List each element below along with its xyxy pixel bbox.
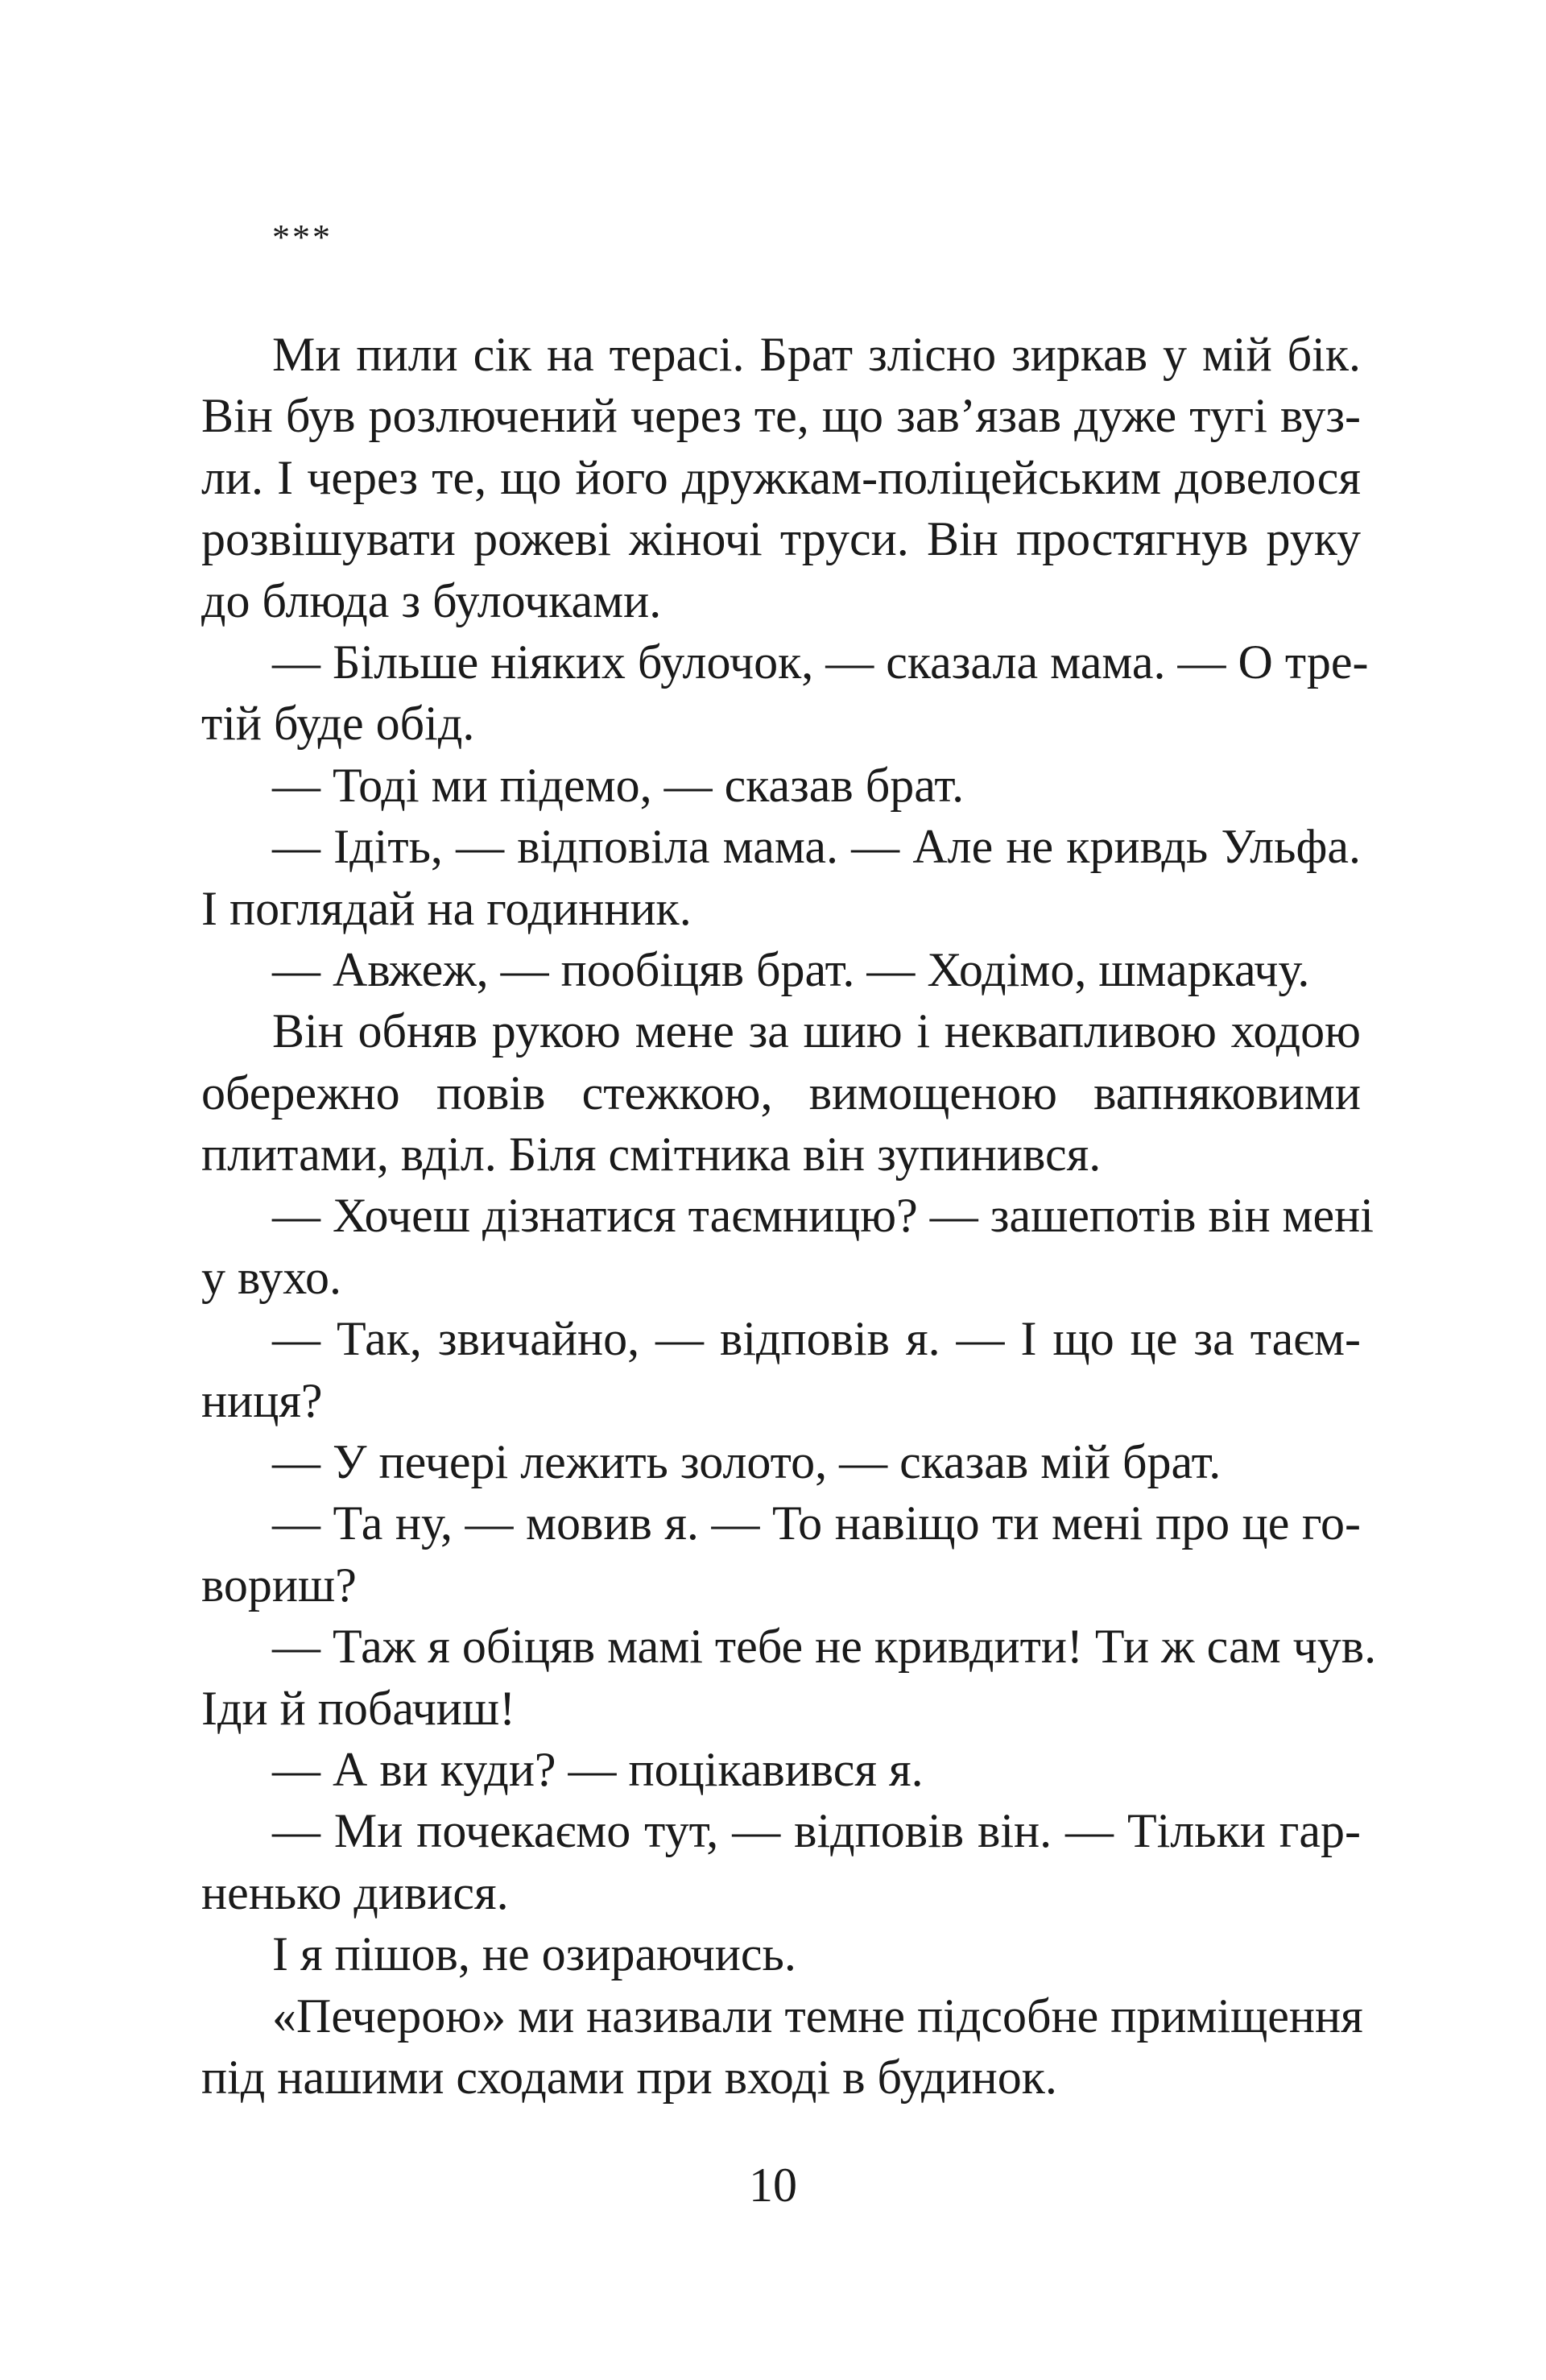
text-line: І я пішов, не озираючись. (272, 1927, 796, 1981)
text-line: — Більше ніяких булочок, — сказала мама. — О тре- (272, 635, 1369, 689)
text-line: до блюда з булочками. (201, 573, 662, 627)
text-line: під нашими сходами при вході в будинок. (201, 2050, 1057, 2104)
text-line: І поглядай на годинник. (201, 881, 692, 935)
text-line: плитами, вділ. Біля смітника він зупинився. (201, 1128, 1102, 1182)
text-line: — Тоді ми підемо, — сказав брат. (272, 758, 965, 812)
text-line: у вухо. (201, 1250, 341, 1304)
text-line: Іди й побачиш! (201, 1681, 516, 1735)
text-line: обережно повів стежкою, вимощеною вапняковими (201, 1066, 1361, 1120)
text-line: Він обняв рукою мене за шию і неквапливою ходою (272, 1004, 1361, 1058)
text-line: — Та ну, — мовив я. — То навіщо ти мені про це го- (272, 1496, 1361, 1550)
body-text (201, 324, 1377, 2108)
text-line: — Так, звичайно, — відповів я. — І що це за таєм- (272, 1312, 1361, 1366)
text-line: ненько дивися. (201, 1865, 509, 1919)
text-line: — А ви куди? — поцікавився я. (272, 1742, 924, 1796)
page-number: 10 (749, 2159, 797, 2212)
text-line: ниця? (201, 1373, 323, 1427)
text-line: — Хочеш дізнатися таємницю? — зашепотів він мені (272, 1189, 1374, 1243)
text-line: Він був розлючений через те, що зав’язав дуже тугі вуз- (201, 389, 1361, 443)
text-line: Ми пили сік на терасі. Брат злісно зиркав у мій бік. (272, 328, 1361, 381)
text-line: — Ми почекаємо тут, — відповів він. — Тільки гар- (272, 1804, 1361, 1858)
section-separator: *** (272, 217, 333, 257)
text-line: вориш? (201, 1558, 357, 1612)
text-line: розвішувати рожеві жіночі труси. Він простягнув руку (201, 512, 1361, 566)
text-line: «Печерою» ми називали темне підсобне приміщення (272, 1989, 1363, 2043)
text-line: — У печері лежить золото, — сказав мій брат. (272, 1435, 1222, 1489)
text-line: ли. І через те, що його дружкам-поліцейським довелося (201, 450, 1361, 504)
text-line: — Таж я обіцяв мамі тебе не кривдити! Ти ж сам чув. (272, 1620, 1377, 1674)
text-line: — Ідіть, — відповіла мама. — Але не кривдь Ульфа. (272, 820, 1361, 874)
text-line: тій буде обід. (201, 697, 475, 751)
text-line: — Авжеж, — пообіцяв брат. — Ходімо, шмаркачу. (272, 942, 1310, 996)
